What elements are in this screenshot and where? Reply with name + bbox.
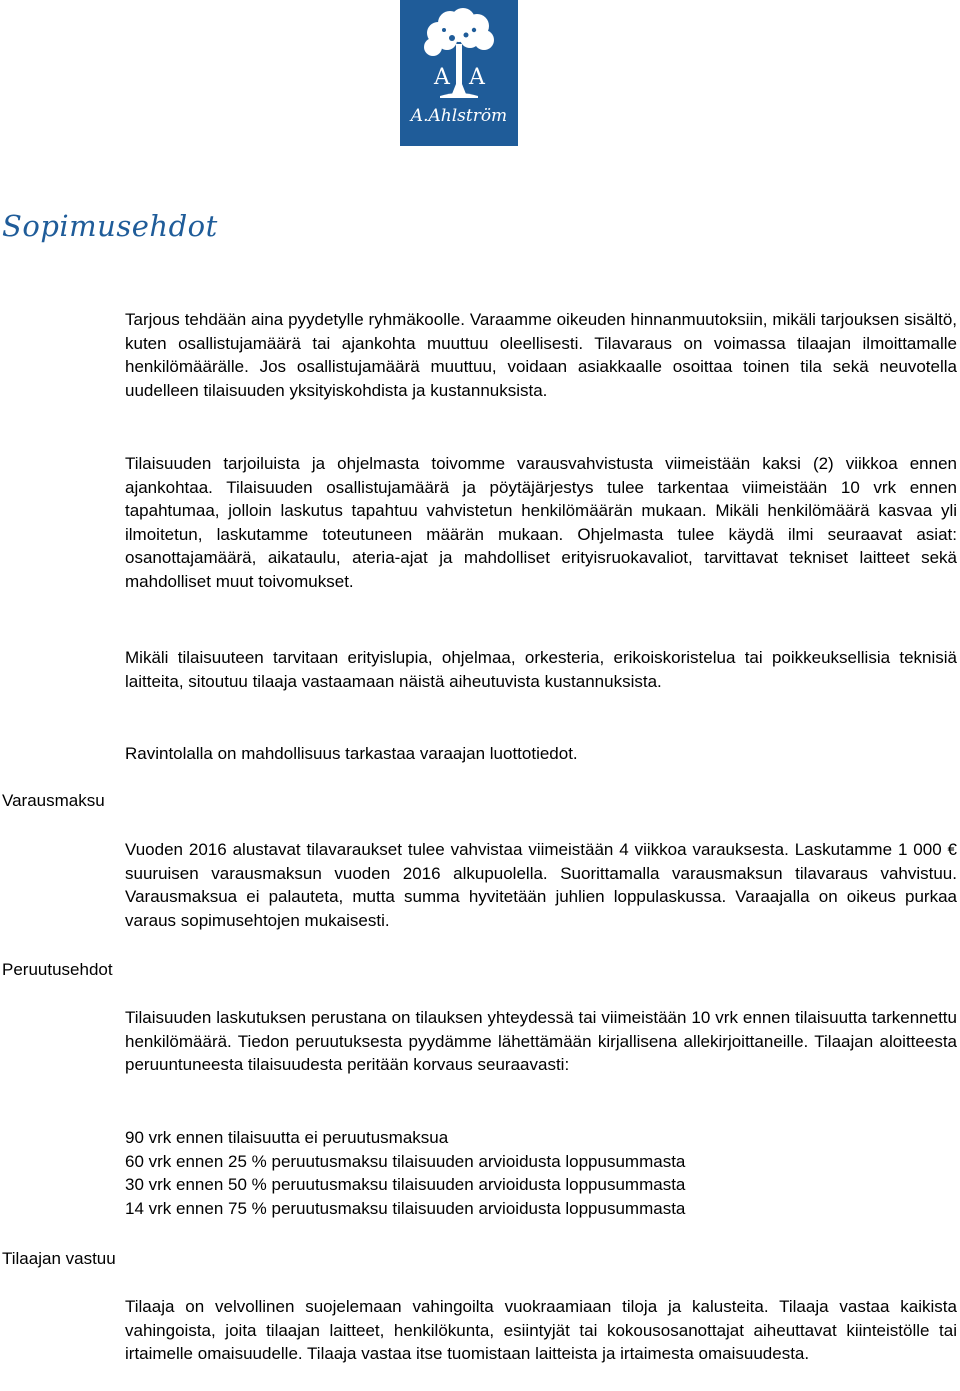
intro-paragraph-2: Tilaisuuden tarjoiluista ja ohjelmasta toivomme varausvahvistusta viimeistään kaksi (2) viikkoa ennen ajankohtaa. Tilaisuuden osallistujamäärä ja pöytäjärjestys tulee tarkentaa viimeistään 10 vrk ennen tapahtumaa, jolloin laskutus tapahtuu vahvistetun henkilömäärän mukaan. Mikäli henkilömäärä kasvaa yli ilmoitetun, laskutamme toteutuneen määrän mukaan. Ohjelmasta tulee käydä ilmi seuraavat asiat: osanottajamäärä, aikataulu, ateria-ajat ja mahdolliset erityisruokavaliot, tarvittavat tekniset laitteet sekä mahdolliset muut toivomukset. xyxy=(125,454,957,591)
company-logo xyxy=(400,0,518,146)
intro-paragraph-1: Tarjous tehdään aina pyydetylle ryhmäkoolle. Varaamme oikeuden hinnanmuutoksiin, mikäli tarjouksen sisältö, kuten osallistujamäärä tai ajankohta muuttuu oleellisesti. Tilavaraus on voimassa tilaajan ilmoittamalle henkilömäärälle. Jos osallistujamäärä muuttuu, voidaan asiakkaalle osoittaa toinen tila sekä neuvotella uudelleen tilaisuuden yksityiskohdista ja kustannuksista. xyxy=(125,310,957,400)
liability-paragraph: Tilaaja on velvollinen suojelemaan vahingoilta vuokraamiaan tiloja ja kalusteita. Tilaaja vastaa kaikista vahingoista, joita tilaajan laitteet, henkilökunta, esiintyjät tai kokousosanottajat aiheuttavat kiinteistölle tai irtaimelle omaisuudelle. Tilaaja vastaa itse tuomistaan laitteista ja irtaimesta omaisuudesta. xyxy=(125,1297,957,1363)
logo-wordmark: A.Ahlström xyxy=(410,106,508,126)
logo-monogram-left: A xyxy=(434,65,450,90)
section-label-liability: Tilaajan vastuu xyxy=(2,1249,116,1268)
section-label-cancellation: Peruutusehdot xyxy=(2,960,113,979)
document-title: Sopimusehdot xyxy=(2,209,218,243)
list-item: 30 vrk ennen 50 % peruutusmaksu tilaisuuden arvioidusta loppusummasta xyxy=(125,1175,686,1194)
cancellation-paragraph: Tilaisuuden laskutuksen perustana on tilauksen yhteydessä tai viimeistään 10 vrk ennen tilaisuutta tarkennettu henkilömäärä. Tiedon peruutuksesta pyydämme lähettämään kirjallisena allekirjoittaneille. Tilaajan aloitteesta peruuntuneesta tilaisuudesta peritään korvaus seuraavasti: xyxy=(125,1008,957,1074)
list-item: 60 vrk ennen 25 % peruutusmaksu tilaisuuden arvioidusta loppusummasta xyxy=(125,1151,686,1171)
deposit-paragraph: Vuoden 2016 alustavat tilavaraukset tulee vahvistaa viimeistään 4 viikkoa varauksesta. Laskutamme 1 000 € suuruisen varausmaksun vuoden 2016 alkupuolella. Suorittamalla varausmaksun tilavaraus vahvistuu. Varausmaksua ei palauteta, mutta summa hyvitetään juhlien loppulaskussa. Varaajalla on oikeus purkaa varaus sopimusehtojen mukaisesti. xyxy=(125,840,957,930)
intro-paragraph-4: Ravintolalla on mahdollisuus tarkastaa varaajan luottotiedot. xyxy=(125,744,578,763)
intro-paragraph-3: Mikäli tilaisuuteen tarvitaan erityislupia, ohjelmaa, orkesteria, erikoiskoristelua tai poikkeuksellisia teknisiä laitteita, sitoutuu tilaaja vastaamaan näistä aiheutuvista kustannuksista. xyxy=(125,648,957,691)
list-item: 90 vrk ennen tilaisuutta ei peruutusmaksua xyxy=(125,1128,449,1147)
section-label-deposit: Varausmaksu xyxy=(2,791,105,810)
logo-monogram-right: A xyxy=(469,65,485,90)
list-item: 14 vrk ennen 75 % peruutusmaksu tilaisuuden arvioidusta loppusummasta xyxy=(125,1198,686,1218)
tree-emblem-icon xyxy=(400,0,518,146)
cancellation-fee-list xyxy=(125,1126,957,1220)
